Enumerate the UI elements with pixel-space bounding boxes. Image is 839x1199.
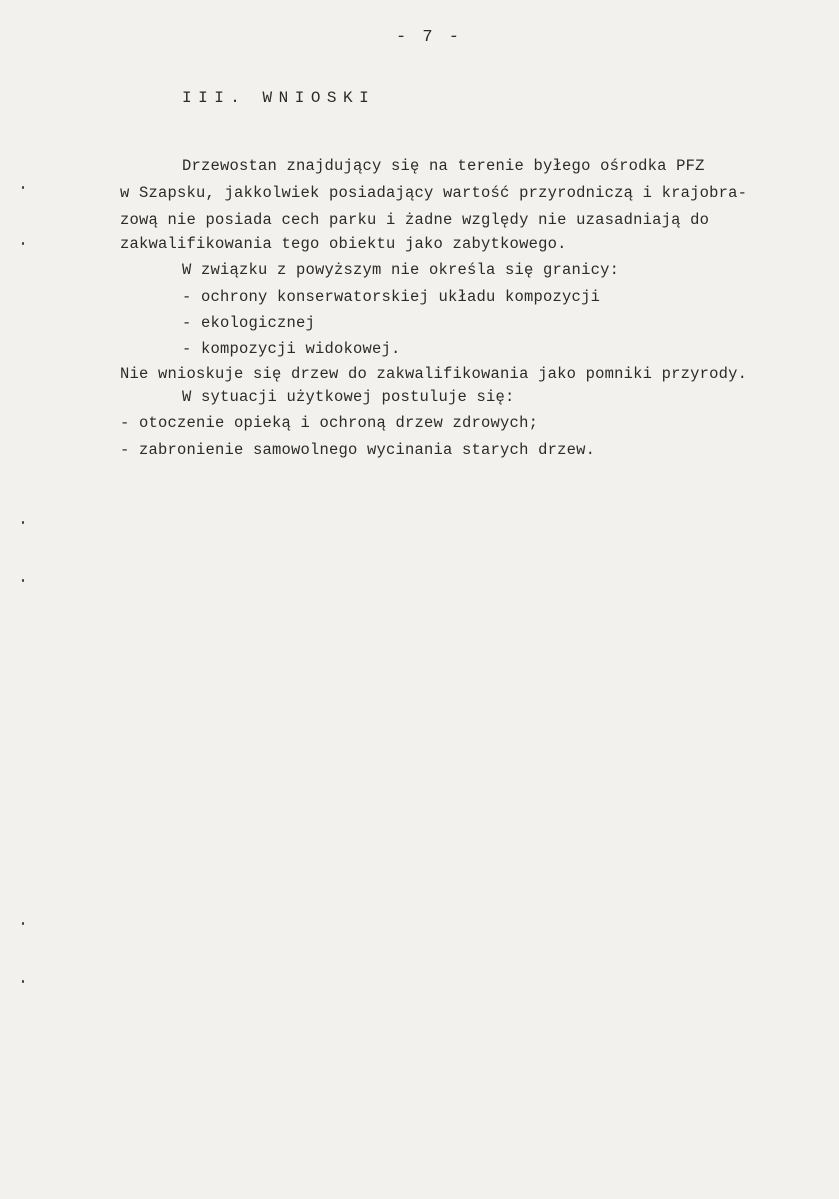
- punch-mark: [22, 521, 24, 524]
- list-item: - otoczenie opieką i ochroną drzew zdrowych;: [120, 414, 539, 432]
- section-heading: III. WNIOSKI: [182, 89, 376, 107]
- list-item: - zabronienie samowolnego wycinania starych drzew.: [120, 441, 596, 459]
- text-line: W sytuacji użytkowej postuluje się:: [182, 388, 515, 406]
- text-line: W związku z powyższym nie określa się granicy:: [182, 261, 620, 279]
- text-line: zową nie posiada cech parku i żadne względy nie uzasadniają do: [120, 211, 710, 229]
- text-line: w Szapsku, jakkolwiek posiadający wartość przyrodniczą i krajobra-: [120, 184, 748, 202]
- punch-mark: [22, 922, 24, 925]
- punch-mark: [22, 242, 24, 245]
- punch-mark: [22, 980, 24, 983]
- punch-mark: [22, 186, 24, 189]
- list-item: - ochrony konserwatorskiej układu kompozycji: [182, 288, 601, 306]
- list-item: - ekologicznej: [182, 314, 316, 332]
- list-item: - kompozycji widokowej.: [182, 340, 401, 358]
- text-line: zakwalifikowania tego obiektu jako zabytkowego.: [120, 235, 567, 253]
- page-number: - 7 -: [396, 28, 463, 47]
- text-line: Drzewostan znajdujący się na terenie byłego ośrodka PFZ: [182, 157, 705, 175]
- text-line: Nie wnioskuje się drzew do zakwalifikowania jako pomniki przyrody.: [120, 365, 748, 383]
- punch-mark: [22, 579, 24, 582]
